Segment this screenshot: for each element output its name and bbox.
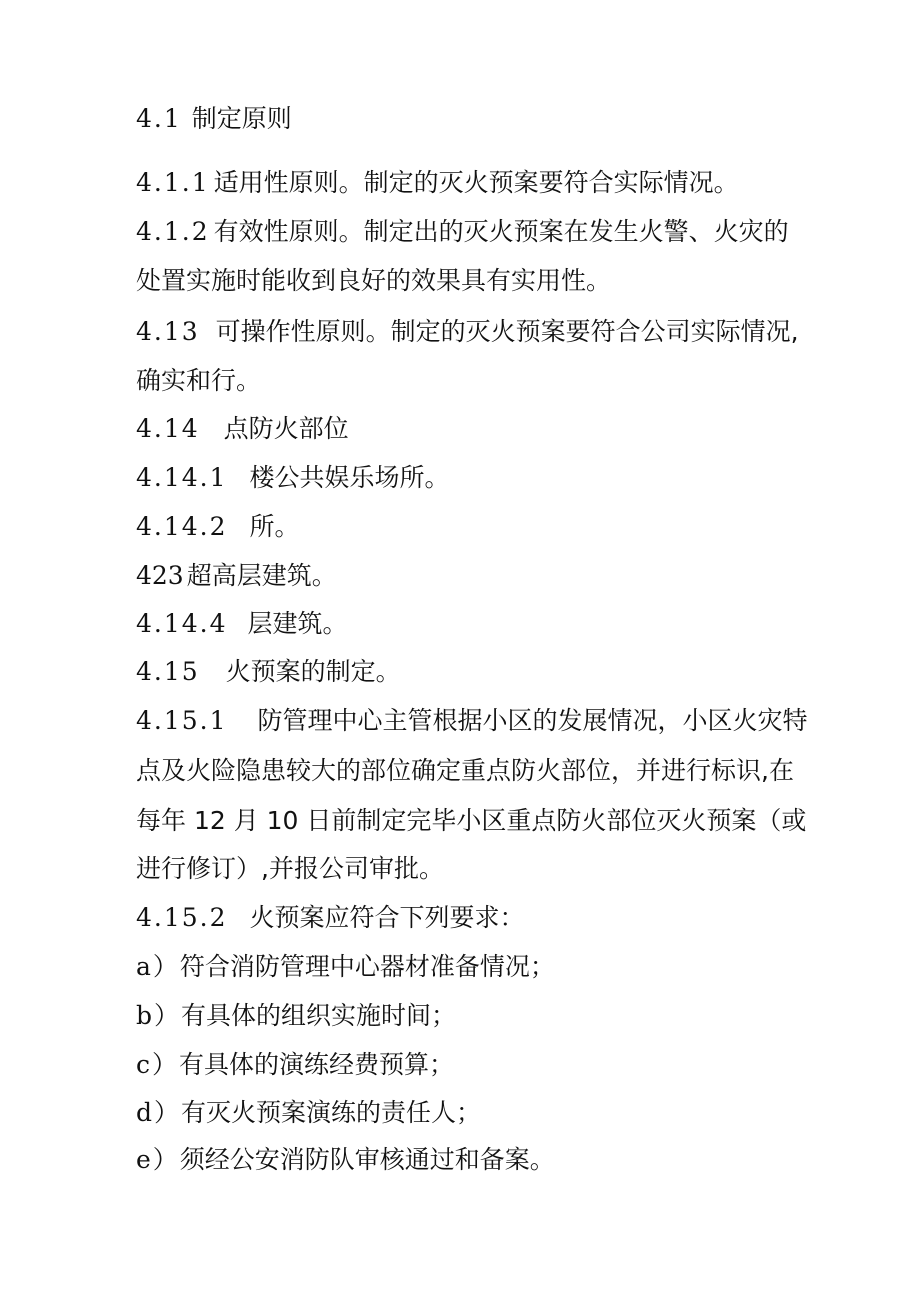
paragraph-4-14-1 [136,453,796,502]
requirement-label: c） [136,1050,180,1079]
paragraph-number: 4.1.1 [136,168,210,197]
requirement-item-a [136,942,796,991]
paragraph-text-line-1: 有效性原则。制定出的灭火预案在发生火警、火灾的 [213,217,789,246]
paragraph-number: 423 [136,561,184,590]
requirement-item-b [136,991,796,1040]
requirement-item-d [136,1088,796,1137]
requirement-text: 有具体的组织实施时间； [181,1001,457,1030]
paragraph-4-15-1-line-3 [136,796,807,845]
paragraph-text: 火预案应符合下列要求： [249,903,525,932]
paragraph-text: 点防火部位 [223,414,349,443]
heading-number: 4.1 [136,104,182,133]
paragraph-text-line-2: 点及火险隐患较大的部位确定重点防火部位，并进行标识,在 [136,756,794,785]
requirement-label: a） [136,952,180,981]
paragraph-4-15-1 [136,696,808,745]
paragraph-text: 适用性原则。制定的灭火预案要符合实际情况。 [213,168,739,197]
paragraph-4-1-2-continued [136,256,796,305]
paragraph-4-14-2 [136,502,796,551]
paragraph-number: 4.14.2 [136,512,228,541]
paragraph-number: 4.15 [136,657,200,686]
paragraph-text: 超高层建筑。 [186,561,337,590]
paragraph-4-1-1 [136,158,796,207]
paragraph-text: 火预案的制定。 [225,657,401,686]
requirement-text: 有具体的演练经费预算； [179,1050,455,1079]
paragraph-number: 4.14.1 [136,463,228,492]
requirement-text: 须经公安消防队审核通过和备案。 [179,1145,555,1174]
requirement-text: 符合消防管理中心器材准备情况； [179,952,555,981]
paragraph-text-line-1: 可操作性原则。制定的灭火预案要符合公司实际情况, [215,317,799,346]
paragraph-4-14 [136,404,796,453]
section-heading [136,94,796,143]
paragraph-4-1-2 [136,207,796,256]
paragraph-4-15-1-line-4 [136,844,796,893]
requirement-item-e [136,1135,796,1184]
paragraph-4-15-1-line-2 [136,746,796,795]
requirement-label: d） [136,1098,182,1127]
requirement-item-c [136,1040,796,1089]
paragraph-4-13-continued [136,356,796,405]
paragraph-text: 层建筑。 [247,609,348,638]
paragraph-text: 楼公共娱乐场所。 [249,463,450,492]
paragraph-text-line-2: 处置实施时能收到良好的效果具有实用性。 [136,266,612,295]
paragraph-text: 所。 [249,512,300,541]
paragraph-4-13 [136,307,799,356]
requirement-label: b） [136,1001,182,1030]
paragraph-number: 4.14.4 [136,609,228,638]
paragraph-4-15-2 [136,893,796,942]
paragraph-4-15 [136,647,796,696]
paragraph-text-line-1: 防管理中心主管根据小区的发展情况，小区火灾特 [257,706,808,735]
paragraph-number: 4.15.1 [136,706,228,735]
paragraph-4-14-4 [136,599,796,648]
heading-text: 制定原则 [191,104,292,133]
paragraph-number: 4.13 [136,317,200,346]
paragraph-number: 4.1.2 [136,217,210,246]
paragraph-423 [136,551,796,600]
paragraph-number: 4.14 [136,414,200,443]
paragraph-text-line-3: 每年 12 月 10 日前制定完毕小区重点防火部位灭火预案（或 [136,806,807,835]
paragraph-text-line-2: 确实和行。 [136,366,262,395]
requirement-label: e） [136,1145,180,1174]
requirement-text: 有灭火预案演练的责任人； [181,1098,482,1127]
paragraph-text-line-4: 进行修订）,并报公司审批。 [136,854,444,883]
paragraph-number: 4.15.2 [136,903,228,932]
